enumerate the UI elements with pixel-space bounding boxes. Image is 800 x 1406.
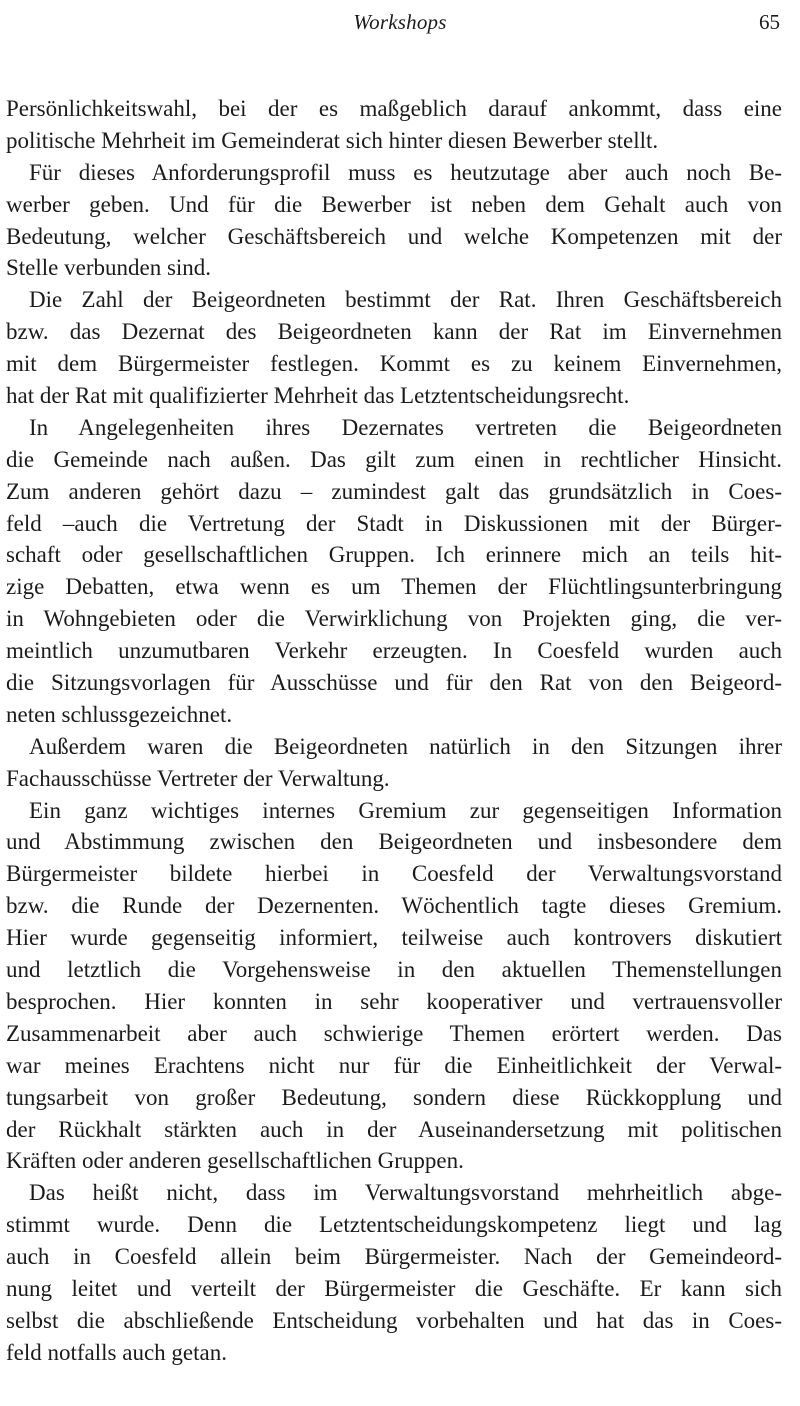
page-body: [6, 93, 782, 1369]
text-line: Bürgermeister bildete hierbei in Coesfeld der Verwaltungsvorstand: [6, 861, 782, 887]
page-number: 65: [759, 10, 780, 34]
text-line: In Angelegenheiten ihres Dezernates vertreten die Beigeordneten: [29, 414, 782, 440]
text-line: Ein ganz wichtiges internes Gremium zur gegenseitigen Information: [29, 797, 782, 823]
text-line: Außerdem waren die Beigeordneten natürlich in den Sitzungen ihrer: [29, 733, 782, 759]
paragraph: [6, 284, 782, 412]
text-line: Das heißt nicht, dass im Verwaltungsvorstand mehrheitlich abge-: [29, 1180, 782, 1206]
text-line: selbst die abschließende Entscheidung vorbehalten und hat das in Coes-: [6, 1307, 782, 1333]
text-line: tungsarbeit von großer Bedeutung, sondern diese Rückkopplung und: [6, 1084, 782, 1110]
text-line: Zusammenarbeit aber auch schwierige Themen erörtert werden. Das: [6, 1020, 782, 1046]
text-line: Die Zahl der Beigeordneten bestimmt der Rat. Ihren Geschäftsbereich: [29, 287, 782, 313]
text-line: Bedeutung, welcher Geschäftsbereich und welche Kompetenzen mit der: [6, 223, 782, 249]
running-head-title: Workshops: [353, 10, 447, 34]
text-line: zige Debatten, etwa wenn es um Themen der Flüchtlingsunterbringung: [6, 574, 782, 600]
text-line: hat der Rat mit qualifizierter Mehrheit das Letztentscheidungsrecht.: [6, 383, 630, 409]
text-line: bzw. die Runde der Dezernenten. Wöchentlich tagte dieses Gremium.: [6, 893, 782, 919]
text-line: und letztlich die Vorgehensweise in den aktuellen Themenstellungen: [6, 957, 782, 983]
paragraph: [6, 412, 782, 731]
paragraph: [6, 731, 782, 795]
text-line: Für dieses Anforderungsprofil muss es heutzutage aber auch noch Be-: [29, 159, 782, 185]
text-line: werber geben. Und für die Bewerber ist neben dem Gehalt auch von: [6, 191, 782, 217]
paragraph: [6, 795, 782, 1178]
paragraph: [6, 93, 782, 157]
text-line: feld –auch die Vertretung der Stadt in Diskussionen mit der Bürger-: [6, 510, 782, 536]
paragraph: [6, 1177, 782, 1368]
text-line: war meines Erachtens nicht nur für die Einheitlichkeit der Verwal-: [6, 1052, 782, 1078]
text-line: stimmt wurde. Denn die Letztentscheidungskompetenz liegt und lag: [6, 1212, 782, 1238]
text-line: Zum anderen gehört dazu – zumindest galt das grundsätzlich in Coes-: [6, 478, 782, 504]
text-line: und Abstimmung zwischen den Beigeordneten und insbesondere dem: [6, 829, 782, 855]
paragraph: [6, 157, 782, 285]
text-line: die Sitzungsvorlagen für Ausschüsse und für den Rat von den Beigeord-: [6, 670, 782, 696]
text-line: Fachausschüsse Vertreter der Verwaltung.: [6, 765, 390, 791]
text-line: Kräften oder anderen gesellschaftlichen Gruppen.: [6, 1148, 464, 1174]
text-line: bzw. das Dezernat des Beigeordneten kann der Rat im Einvernehmen: [6, 319, 782, 345]
text-line: nung leitet und verteilt der Bürgermeister die Geschäfte. Er kann sich: [6, 1275, 782, 1301]
text-line: Persönlichkeitswahl, bei der es maßgeblich darauf ankommt, dass eine: [6, 96, 782, 121]
text-line: der Rückhalt stärkten auch in der Auseinandersetzung mit politischen: [6, 1116, 782, 1142]
text-line: Hier wurde gegenseitig informiert, teilweise auch kontrovers diskutiert: [6, 925, 782, 951]
text-line: Stelle verbunden sind.: [6, 255, 212, 281]
text-line: politische Mehrheit im Gemeinderat sich hinter diesen Bewerber stellt.: [6, 127, 659, 153]
text-line: feld notfalls auch getan.: [6, 1339, 227, 1365]
text-line: meintlich unzumutbaren Verkehr erzeugten. In Coesfeld wurden auch: [6, 638, 782, 664]
text-line: neten schlussgezeichnet.: [6, 701, 233, 727]
page-header: [0, 9, 800, 35]
text-line: in Wohngebieten oder die Verwirklichung von Projekten ging, die ver-: [6, 606, 782, 632]
text-line: die Gemeinde nach außen. Das gilt zum einen in rechtlicher Hinsicht.: [6, 446, 782, 472]
text-line: auch in Coesfeld allein beim Bürgermeister. Nach der Gemeindeord-: [6, 1244, 782, 1270]
text-line: schaft oder gesellschaftlichen Gruppen. Ich erinnere mich an teils hit-: [6, 542, 782, 568]
text-line: mit dem Bürgermeister festlegen. Kommt es zu keinem Einvernehmen,: [6, 351, 782, 377]
text-line: besprochen. Hier konnten in sehr kooperativer und vertrauensvoller: [6, 988, 782, 1014]
